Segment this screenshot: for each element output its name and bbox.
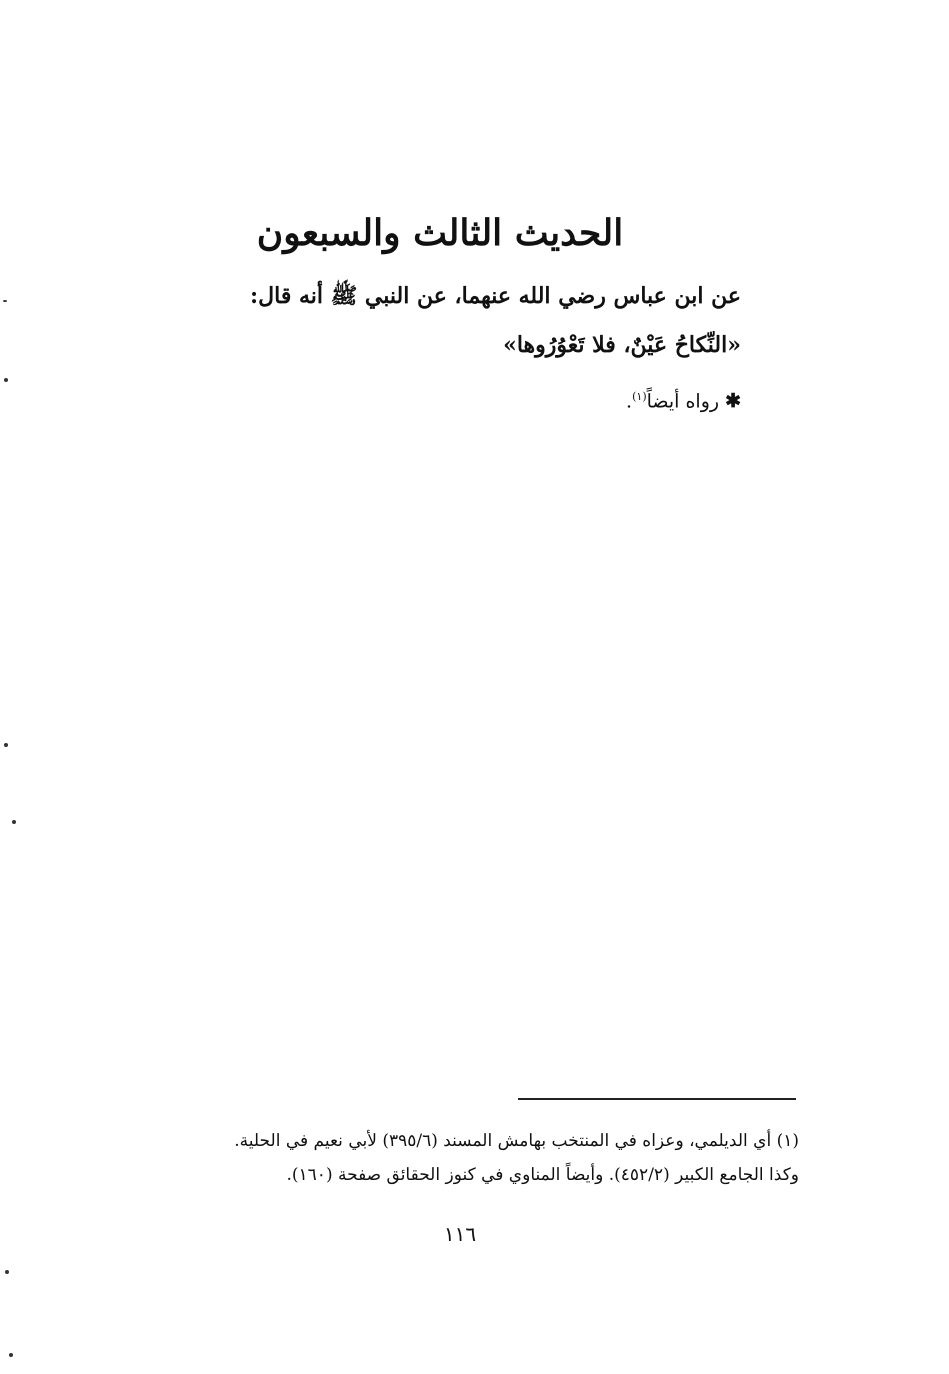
scan-speck xyxy=(4,378,8,382)
footnote-divider xyxy=(518,1098,796,1100)
footnote-line: وكذا الجامع الكبير (٤٥٢/٢). وأيضاً المناوي في كنوز الحقائق صفحة (١٦٠). xyxy=(286,1165,799,1185)
footnote-line: (١) أي الديلمي، وعزاه في المنتخب بهامش المسند (٣٩٥/٦) لأبي نعيم في الحلية. xyxy=(234,1131,799,1151)
scan-speck xyxy=(3,300,7,302)
scan-speck xyxy=(12,820,16,824)
scan-speck xyxy=(9,1353,13,1357)
page-number: ١١٦ xyxy=(443,1222,477,1246)
asterisk-icon: ✱ xyxy=(725,390,741,413)
narration-period: . xyxy=(626,390,633,413)
hadith-text: «النِّكاحُ عَيْنٌ، فلا تَعْوُرُوها» xyxy=(503,332,741,358)
narration-line xyxy=(201,390,741,412)
footnote-reference[interactable]: (١) xyxy=(632,390,647,403)
hadith-title: الحديث الثالث والسبعون xyxy=(256,212,624,254)
narration-text: رواه أيضاً xyxy=(646,390,720,413)
footnotes-section xyxy=(179,1124,799,1192)
isnad-line: عن ابن عباس رضي الله عنهما، عن النبي ﷺ أنه قال: xyxy=(250,283,741,309)
scan-speck xyxy=(5,1270,9,1274)
scan-speck xyxy=(4,743,8,747)
